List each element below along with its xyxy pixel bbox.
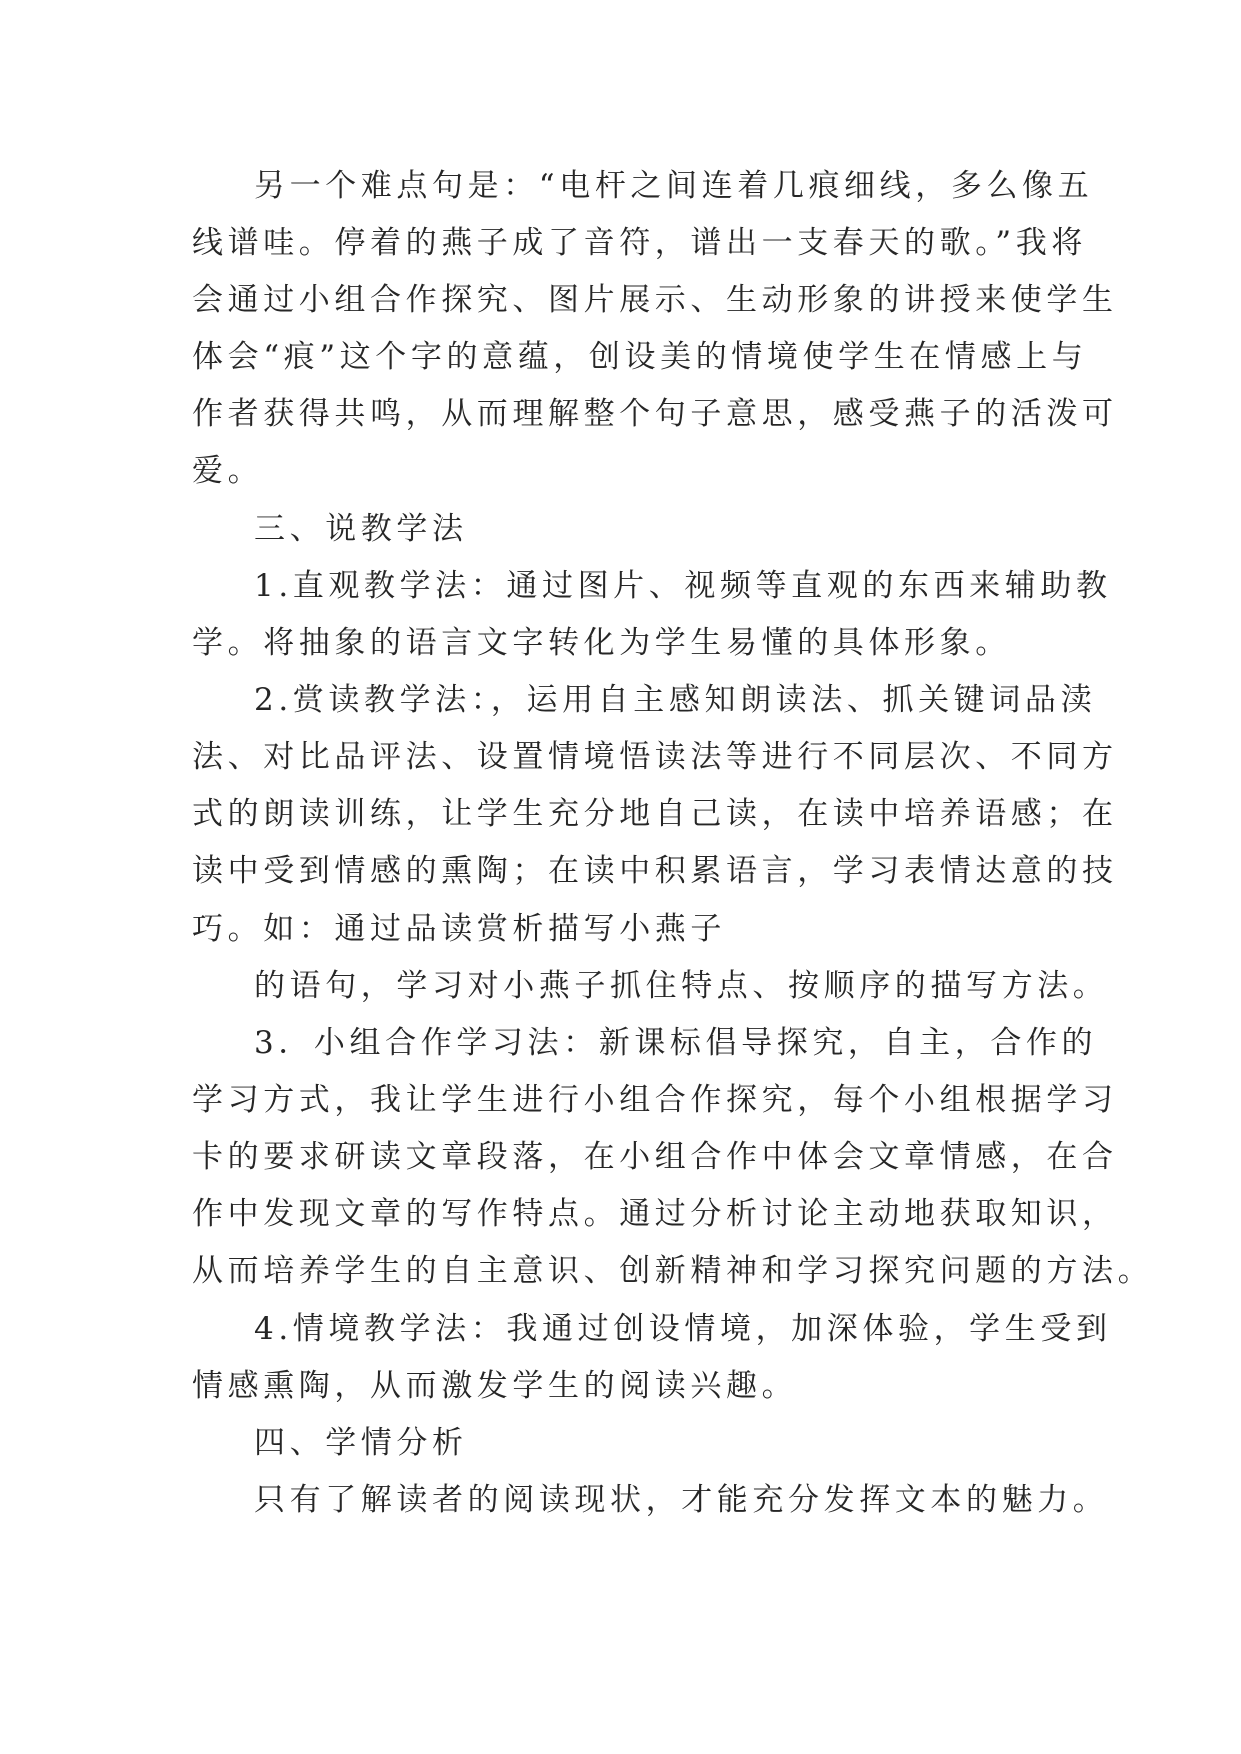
text-line: 2.赏读教学法：，运用自主感知朗读法、抓关键词品渎 <box>254 682 1097 718</box>
text-line: 巧。如：通过品读赏析描写小燕子 <box>192 911 726 947</box>
text-line: 线谱哇。停着的燕子成了音符，谱出一支春天的歌。”我将 <box>192 225 1087 261</box>
text-line: 情感熏陶，从而激发学生的阅读兴趣。 <box>192 1368 798 1404</box>
text-line: 爱。 <box>192 453 264 489</box>
text-line: 读中受到情感的熏陶；在读中积累语言，学习表情达意的技 <box>192 853 1118 889</box>
text-line: 的语句，学习对小燕子抓住特点、按顺序的描写方法。 <box>254 968 1109 1004</box>
text-line: 3．小组合作学习法：新课标倡导探究，自主，合作的 <box>254 1025 1098 1061</box>
text-line: 卡的要求研读文章段落，在小组合作中体会文章情感，在合 <box>192 1139 1118 1175</box>
section-heading: 三、说教学法 <box>254 511 468 547</box>
text-line: 从而培养学生的自主意识、创新精神和学习探究问题的方法。 <box>192 1253 1154 1289</box>
section-heading: 四、学情分析 <box>254 1425 468 1461</box>
text-line: 学习方式，我让学生进行小组合作探究，每个小组根据学习 <box>192 1082 1118 1118</box>
text-line: 会通过小组合作探究、图片展示、生动形象的讲授来使学生 <box>192 282 1118 318</box>
text-line: 法、对比品评法、设置情境悟读法等进行不同层次、不同方 <box>192 739 1118 775</box>
text-line: 作中发现文章的写作特点。通过分析讨论主动地获取知识， <box>192 1196 1118 1232</box>
text-line: 只有了解读者的阅读现状，才能充分发挥文本的魅力。 <box>254 1482 1109 1518</box>
text-line: 另一个难点句是：“电杆之间连着几痕细线，多么像五 <box>254 168 1094 204</box>
text-line: 4.情境教学法：我通过创设情境，加深体验，学生受到 <box>254 1311 1112 1347</box>
text-line: 体会“痕”这个字的意蕴，创设美的情境使学生在情感上与 <box>192 339 1088 375</box>
text-line: 式的朗读训练，让学生充分地自己读，在读中培养语感；在 <box>192 796 1118 832</box>
text-line: 1.直观教学法：通过图片、视频等直观的东西来辅助教 <box>254 568 1112 604</box>
text-line: 作者获得共鸣，从而理解整个句子意思，感受燕子的活泼可 <box>192 396 1118 432</box>
text-line: 学。将抽象的语言文字转化为学生易懂的具体形象。 <box>192 625 1011 661</box>
